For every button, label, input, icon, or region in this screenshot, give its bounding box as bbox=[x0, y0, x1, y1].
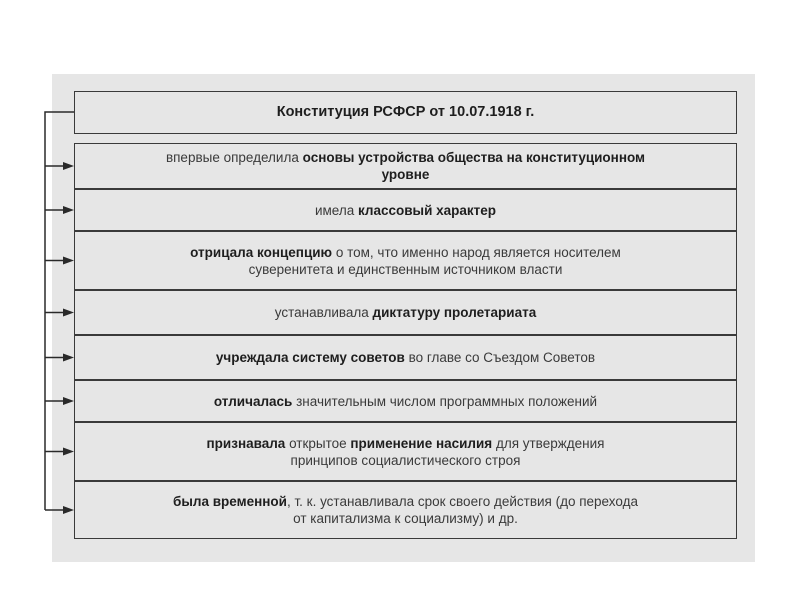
feature-emphasis: была временной bbox=[173, 494, 287, 509]
feature-box bbox=[74, 481, 737, 539]
feature-box bbox=[74, 290, 737, 335]
feature-line bbox=[207, 435, 605, 452]
feature-emphasis: учреждала систему советов bbox=[215, 350, 405, 365]
feature-emphasis: уровне bbox=[381, 167, 430, 182]
feature-emphasis: классовый характер bbox=[357, 202, 497, 218]
feature-line bbox=[207, 452, 605, 469]
feature-plain: устанавливала bbox=[274, 305, 373, 320]
feature-text bbox=[207, 435, 605, 469]
feature-plain: , т. к. устанавливала срок своего действия (до перехода bbox=[286, 494, 638, 509]
feature-line bbox=[190, 261, 621, 278]
feature-emphasis: диктатуру пролетариата bbox=[372, 305, 537, 320]
feature-text bbox=[173, 493, 638, 527]
feature-plain: суверенитета и единственным источником власти bbox=[248, 261, 563, 277]
feature-line bbox=[173, 493, 638, 510]
feature-plain: принципов социалистического строя bbox=[290, 452, 521, 468]
title-box bbox=[74, 91, 737, 134]
feature-text bbox=[214, 393, 597, 410]
feature-box bbox=[74, 380, 737, 422]
feature-text bbox=[190, 244, 621, 278]
feature-plain: впервые определила bbox=[165, 150, 303, 165]
feature-emphasis: признавала bbox=[206, 435, 286, 451]
feature-emphasis: применение насилия bbox=[350, 435, 493, 451]
feature-plain: имела bbox=[314, 202, 358, 218]
feature-line bbox=[166, 166, 645, 183]
feature-line bbox=[275, 304, 536, 321]
feature-text bbox=[166, 149, 645, 183]
feature-plain: о том, что именно народ является носителем bbox=[332, 244, 621, 260]
feature-box bbox=[74, 422, 737, 481]
feature-plain: значительным числом программных положений bbox=[292, 393, 598, 409]
feature-plain: для утверждения bbox=[492, 435, 605, 451]
feature-plain: во главе со Съездом Советов bbox=[404, 350, 596, 365]
feature-plain: от капитализма к социализму) и др. bbox=[293, 511, 518, 526]
feature-line bbox=[214, 393, 597, 410]
feature-box bbox=[74, 189, 737, 231]
title-text: Конституция РСФСР от 10.07.1918 г. bbox=[276, 104, 535, 120]
feature-plain: открытое bbox=[285, 435, 351, 451]
feature-text bbox=[216, 349, 595, 366]
feature-line bbox=[190, 244, 621, 261]
feature-emphasis: основы устройства общества на конституционном bbox=[302, 150, 646, 165]
feature-box bbox=[74, 143, 737, 189]
feature-emphasis: отрицала концепцию bbox=[190, 244, 333, 260]
feature-line bbox=[166, 149, 645, 166]
feature-box bbox=[74, 335, 737, 380]
feature-emphasis: отличалась bbox=[213, 393, 293, 409]
feature-text bbox=[275, 304, 536, 321]
feature-line bbox=[216, 349, 595, 366]
feature-line bbox=[315, 202, 496, 219]
feature-box bbox=[74, 231, 737, 290]
feature-line bbox=[173, 510, 638, 527]
feature-text bbox=[315, 202, 496, 219]
